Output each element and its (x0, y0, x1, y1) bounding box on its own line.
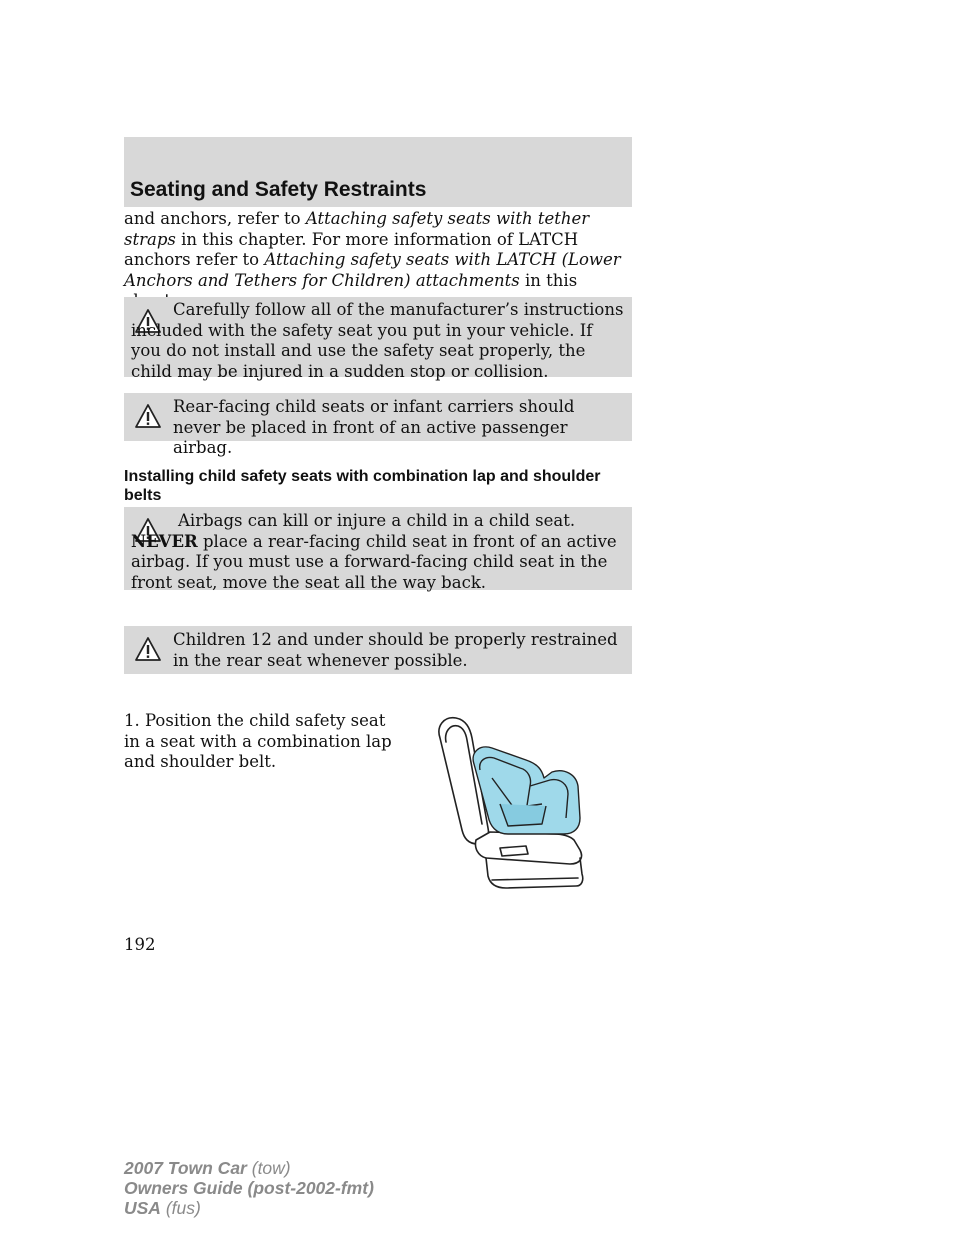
warning-text-children: Children 12 and under should be properly restrained in the rear seat whenever possible. (173, 630, 618, 670)
page-title: Seating and Safety Restraints (130, 178, 427, 201)
warning-triangle-icon (135, 637, 161, 661)
intro-text-1: and anchors, refer to (124, 209, 306, 228)
warning-text-rear-facing: Rear-facing child seats or infant carriers should never be placed in front of an active passenger airbag. (173, 397, 575, 457)
footer-model: 2007 Town Car (124, 1158, 247, 1178)
warning-airbag-pre: Airbags can kill or injure a child in a child seat. (178, 511, 576, 530)
warning-text-install: Carefully follow all of the manufacturer’s instructions included with the safety seat you put in your vehicle. If you do not install and use the safety seat properly, the child may be injured in a sudden stop or collision. (131, 300, 624, 381)
warning-airbag-never: NEVER (131, 531, 198, 551)
intro-text-2: in this chapter. For more information of LATCH anchors refer to (124, 229, 579, 269)
warning-triangle-icon (135, 404, 161, 428)
step-1-text: 1. Position the child safety seat in a seat with a combination lap and shoulder belt. (124, 711, 392, 771)
footer-market-code: (fus) (160, 1198, 201, 1218)
cross-reference-tether: Attaching safety seats with tether straps (124, 209, 590, 249)
cross-reference-latch: Attaching safety seats with LATCH (Lower Anchors and Tethers for Children) attachments (124, 250, 621, 290)
intro-text-3: in this (525, 270, 578, 290)
child-seat-illustration (430, 708, 600, 900)
warning-text-airbag (131, 511, 625, 593)
footer-market: USA (124, 1198, 161, 1218)
warning-airbag-post: place a rear-facing child seat in front of an active airbag. If you must use a forward-facing child seat in the front seat, move the seat all the way back. (131, 531, 617, 592)
page-number: 192 (124, 935, 156, 954)
section-subheading: Installing child safety seats with combination lap and shoulder belts (124, 468, 601, 504)
footer-line-3 (124, 1198, 201, 1218)
footer-model-code: (tow) (246, 1158, 291, 1178)
footer-line-2: Owners Guide (post-2002-fmt) (124, 1178, 374, 1198)
footer-line-1 (124, 1158, 291, 1178)
